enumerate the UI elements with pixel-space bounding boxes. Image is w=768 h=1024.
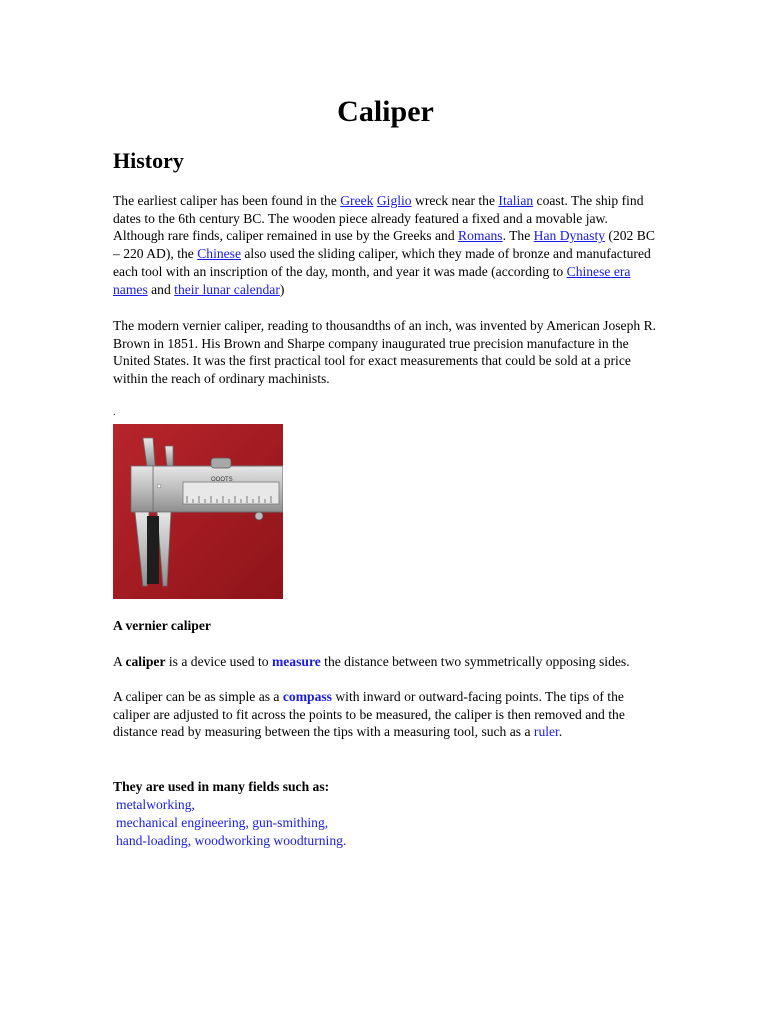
- stray-dot: .: [113, 407, 116, 418]
- link-compass[interactable]: compass: [282, 689, 332, 704]
- fields-list: [116, 796, 346, 850]
- section-heading-history: History: [113, 148, 184, 173]
- text: the distance between two symmetrically opposing sides.: [320, 654, 630, 669]
- link-greek[interactable]: Greek: [340, 193, 374, 208]
- text: and: [147, 281, 175, 297]
- scale-text: OOOTS: [211, 477, 233, 483]
- text: also used the sliding caliper, which they made of bronze and manufactured each tool with an inscription of the day, month, and year it was made (according to: [113, 246, 651, 279]
- fields-line[interactable]: mechanical engineering, gun-smithing,: [116, 815, 329, 830]
- text: is a device used to: [165, 654, 272, 669]
- history-paragraph-2: The modern vernier caliper, reading to thousandths of an inch, was invented by American Joseph R. Brown in 1851. His Brown and Sharpe company inaugurated true precision manufacture in the United States. It was the first practical tool for exact measurements that could be sold at a price within the reach of ordinary machinists.: [113, 318, 657, 387]
- fields-line[interactable]: hand-loading, woodworking woodturning.: [116, 833, 347, 848]
- link-han-dynasty[interactable]: Han Dynasty: [533, 228, 606, 244]
- description-paragraph: [113, 688, 658, 741]
- vernier-caliper-photo: [113, 424, 283, 599]
- link-chinese-era-names[interactable]: Chinese era names: [113, 263, 631, 297]
- text: (202 BC – 220 AD), the: [113, 228, 655, 262]
- definition-paragraph: [113, 653, 658, 671]
- page-title: Caliper: [337, 95, 434, 128]
- text: coast. The ship find dates to the 6th century BC. The wooden piece already featured a fixed and a movable jaw. Although rare finds, caliper remained in use by the Greeks and: [113, 193, 644, 244]
- fields-heading: They are used in many fields such as:: [113, 779, 330, 794]
- link-lunar-calendar[interactable]: their lunar calendar: [174, 281, 280, 297]
- text: . The: [502, 228, 534, 244]
- link-ruler[interactable]: ruler: [533, 724, 559, 740]
- link-chinese[interactable]: Chinese: [197, 246, 241, 262]
- text: with inward or outward-facing points. The tips of the caliper are adjusted to fit across the points to be measured, the caliper is then removed and the distance read by measuring between the tips with a measuring tool, such as a: [113, 689, 625, 740]
- text: The earliest caliper has been found in the: [113, 193, 341, 208]
- text: wreck near the: [411, 193, 499, 208]
- text: A caliper can be as simple as a: [113, 689, 283, 704]
- text: ): [279, 281, 285, 297]
- text: .: [558, 724, 563, 740]
- link-romans[interactable]: Romans: [458, 228, 503, 244]
- link-measure[interactable]: measure: [271, 654, 321, 669]
- link-italian[interactable]: Italian: [498, 193, 534, 208]
- image-caption: A vernier caliper: [113, 618, 211, 633]
- term-caliper: caliper: [125, 654, 166, 669]
- fields-line[interactable]: metalworking,: [116, 797, 195, 812]
- link-giglio[interactable]: Giglio: [376, 193, 412, 208]
- text: A: [113, 654, 126, 669]
- vernier-caliper-photo-icon: [113, 424, 283, 599]
- history-paragraph-1: [113, 192, 658, 298]
